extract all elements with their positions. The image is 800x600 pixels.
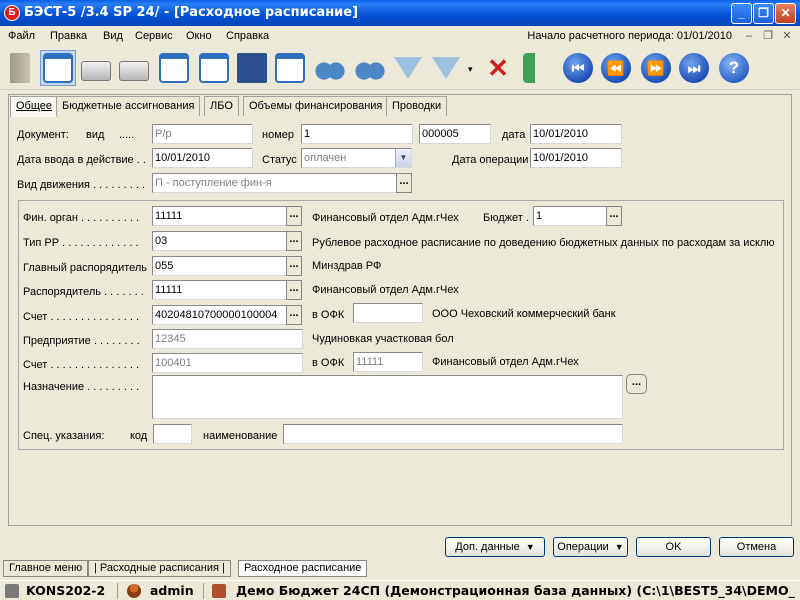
main-manager-lookup-button[interactable]: ... [286, 256, 302, 276]
account-lookup-button[interactable]: ... [286, 305, 302, 325]
menu-edit[interactable]: Правка [50, 30, 88, 42]
code-label: код [130, 430, 148, 442]
rr-type-field[interactable]: 03 [152, 231, 287, 251]
special-instructions-label: Спец. указания: [23, 430, 105, 442]
fin-organ-field[interactable]: 11111 [152, 206, 287, 226]
ofk-field[interactable] [353, 303, 423, 323]
operations-button[interactable] [553, 537, 628, 557]
help-icon[interactable]: ? [716, 50, 752, 86]
tab-budget-allocations[interactable]: Бюджетные ассигнования [56, 96, 200, 116]
purpose-lookup-button[interactable]: ... [626, 374, 647, 394]
chevron-down-icon: ▼ [525, 542, 535, 552]
doc-date-field[interactable]: 10/01/2010 [530, 124, 622, 144]
chevron-down-icon[interactable]: ▼ [395, 149, 411, 167]
rr-type-lookup-button[interactable]: ... [286, 231, 302, 251]
user-name: admin [150, 583, 194, 598]
code-field[interactable] [153, 424, 192, 444]
filter-menu-icon[interactable] [428, 50, 464, 86]
clear-filter-icon[interactable]: ✕ [487, 53, 509, 83]
main-manager-field[interactable]: 055 [152, 256, 287, 276]
movement-lookup-button[interactable]: ... [396, 173, 412, 193]
database-icon [212, 584, 226, 598]
ofk2-name: Финансовый отдел Адм.гЧех [432, 356, 579, 368]
enterprise-name: Чудиновкая участковая бол [312, 333, 454, 345]
computer-icon [5, 584, 19, 598]
find-next-icon[interactable] [352, 50, 388, 86]
tab-lbo[interactable]: ЛБО [204, 96, 239, 116]
tab-postings[interactable]: Проводки [386, 96, 447, 116]
task-expense-schedules[interactable]: | Расходные расписания | [88, 560, 231, 577]
operation-date-field[interactable]: 10/01/2010 [530, 148, 622, 168]
status-divider [117, 583, 118, 599]
enterprise-label: Предприятие . . . . . . . . [23, 335, 140, 347]
computer-name: KONS202-2 [26, 583, 106, 598]
fin-organ-name: Финансовый отдел Адм.гЧех [312, 212, 459, 224]
main-manager-label: Главный распорядитель [23, 262, 148, 274]
movement-type-label: Вид движения . . . . . . . . . [17, 179, 146, 191]
fin-organ-lookup-button[interactable]: ... [286, 206, 302, 226]
tab-financing-volumes[interactable]: Объемы финансирования [243, 96, 388, 116]
status-bar [0, 580, 800, 600]
window-title: БЭСТ-5 /3.4 SP 24/ - [Расходное расписание] [24, 5, 359, 20]
app-icon[interactable]: Б [4, 5, 20, 21]
sort-icon[interactable] [520, 50, 556, 86]
task-main-menu[interactable]: Главное меню [3, 560, 88, 577]
extra-data-button[interactable] [445, 537, 545, 557]
door-icon[interactable] [2, 50, 38, 86]
manager-field[interactable]: 11111 [152, 280, 287, 300]
manager-label: Распорядитель . . . . . . . [23, 286, 144, 298]
effective-date-field[interactable]: 10/01/2010 [152, 148, 253, 168]
movement-type-field[interactable]: П - поступление фин-я [152, 173, 397, 193]
vid-dots: ..... [119, 129, 135, 141]
first-record-icon[interactable]: ⏮ [560, 50, 596, 86]
printer-icon[interactable] [78, 50, 114, 86]
status-divider [203, 583, 204, 599]
menu-file[interactable]: Файл [8, 30, 36, 42]
rr-type-name: Рублевое расходное расписание по доведению бюджетных данных по расходам за исклю [312, 237, 775, 249]
status-select[interactable]: оплачен [301, 148, 412, 168]
toolbar [0, 46, 800, 90]
main-manager-name: Минздрав РФ [312, 260, 382, 272]
ofk-label: в ОФК [312, 309, 345, 321]
doc-type-field[interactable]: Р/р [152, 124, 253, 144]
purpose-label: Назначение . . . . . . . . . [23, 381, 140, 393]
account-label: Счет . . . . . . . . . . . . . . . [23, 311, 140, 323]
add-doc-icon[interactable] [196, 50, 232, 86]
fin-organ-label: Фин. орган . . . . . . . . . . [23, 212, 140, 224]
account2-field[interactable]: 100401 [152, 353, 303, 373]
task-expense-schedule[interactable]: Расходное расписание [238, 560, 367, 577]
mdi-minimize-icon[interactable]: – [745, 30, 753, 42]
name-field[interactable] [283, 424, 623, 444]
next-record-icon[interactable]: ⏩ [638, 50, 674, 86]
delete-doc-icon[interactable] [272, 50, 308, 86]
doc-number-field[interactable]: 1 [301, 124, 413, 144]
date-label: дата [502, 129, 526, 141]
account-field[interactable]: 40204810700000100004 [152, 305, 287, 325]
budget-lookup-button[interactable]: ... [606, 206, 622, 226]
title-bar[interactable] [0, 0, 800, 26]
rr-type-label: Тип РР . . . . . . . . . . . . . [23, 237, 139, 249]
mdi-close-icon[interactable]: ✕ [782, 30, 792, 42]
prev-record-icon[interactable]: ⏪ [598, 50, 634, 86]
manager-lookup-button[interactable]: ... [286, 280, 302, 300]
effective-date-label: Дата ввода в действие . . [17, 154, 146, 166]
budget-field[interactable]: 1 [533, 206, 607, 226]
vid-label: вид [86, 129, 105, 141]
database-name: Демо Бюджет 24СП (Демонстрационная база данных) (C:\1\BEST5_34\DEMO_ [236, 583, 795, 598]
extra-data-label: Доп. данные [455, 541, 520, 553]
name-label: наименование [203, 430, 278, 442]
minimize-button[interactable]: _ [731, 3, 752, 24]
menu-window[interactable]: Окно [186, 30, 212, 42]
menu-help[interactable]: Справка [226, 30, 270, 42]
edit-doc-icon[interactable] [156, 50, 192, 86]
window-report-icon[interactable] [40, 50, 76, 86]
maximize-button[interactable]: ❐ [753, 3, 774, 24]
manager-name: Финансовый отдел Адм.гЧех [312, 284, 459, 296]
chevron-down-icon: ▼ [614, 542, 624, 552]
purpose-textarea[interactable] [152, 375, 623, 419]
print-preview-icon[interactable] [116, 50, 152, 86]
operations-label: Операции [557, 541, 609, 553]
operation-date-label: Дата операции [452, 154, 529, 166]
menu-service[interactable]: Сервис [135, 30, 173, 42]
user-icon [127, 584, 141, 598]
menu-bar [0, 26, 800, 46]
period-start-text: Начало расчетного периода: 01/01/2010 [527, 30, 732, 42]
status-label: Статус [262, 154, 297, 166]
mdi-restore-icon[interactable]: ❐ [763, 30, 773, 42]
save-icon[interactable] [234, 50, 270, 86]
ofk2-label: в ОФК [312, 357, 345, 369]
bank-name: ООО Чеховский коммерческий банк [432, 308, 616, 320]
number-label: номер [262, 129, 294, 141]
tab-general[interactable]: Общее [10, 96, 58, 117]
find-icon[interactable] [312, 50, 348, 86]
menu-view[interactable]: Вид [103, 30, 123, 42]
doc-number2-field[interactable]: 000005 [419, 124, 491, 144]
ok-button[interactable]: OK [636, 537, 711, 557]
ofk2-field[interactable]: 11111 [353, 352, 423, 372]
window-tabs [0, 558, 800, 578]
budget-label: Бюджет . [483, 212, 529, 224]
document-label: Документ: [17, 129, 69, 141]
enterprise-field[interactable]: 12345 [152, 329, 303, 349]
close-button[interactable]: ✕ [775, 3, 796, 24]
account2-label: Счет . . . . . . . . . . . . . . . [23, 359, 140, 371]
last-record-icon[interactable]: ⏭ [676, 50, 712, 86]
cancel-button[interactable]: Отмена [719, 537, 794, 557]
filter-icon[interactable] [390, 50, 426, 86]
filter-dropdown-icon[interactable]: ▾ [468, 64, 473, 74]
